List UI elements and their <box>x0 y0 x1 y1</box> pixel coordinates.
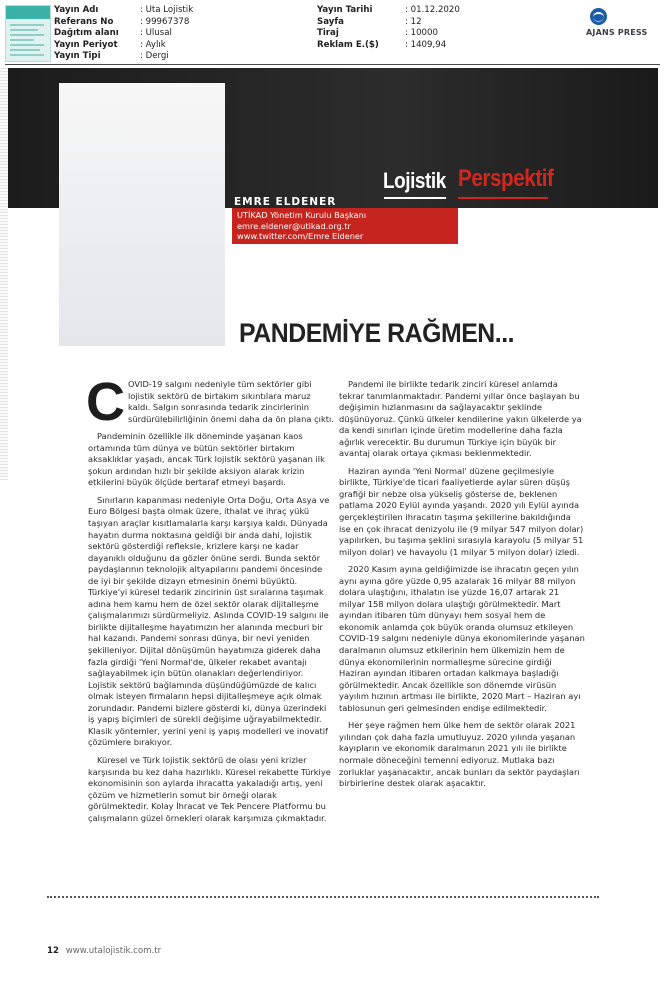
author-name: EMRE ELDENER <box>234 196 337 208</box>
author-title: UTİKAD Yönetim Kurulu Başkanı <box>237 210 367 220</box>
paragraph: Haziran ayında 'Yeni Normal' düzene geçilmesiyle birlikte, Türkiye'de ticari faaliyetlerde aylar süren düşüş grafiği bir nebze olsa yükseliş gösterse de, beklenen patlama 2020 Eylül ayında yaşandı. 2020 yılı Eylül ayında gerçekleştirilen ihracatın taşıma şekillerine bakıldığında ise en çok ihracat denizyolu ile (9 milyar 547 milyon dolar) yapılırken, bu taşıma şeklini sırasıyla karayolu (5 milyar 51 milyon dolar) ve havayolu (1 milyar 5 milyon dolar) izledi. <box>339 465 584 557</box>
meta-label: Yayın Tarihi <box>317 5 373 15</box>
author-twitter: www.twitter.com/Emre Eldener <box>237 231 364 241</box>
page-number: 12 <box>47 946 59 956</box>
meta-value: : Aylık <box>140 39 166 50</box>
article-end-divider <box>47 896 599 898</box>
meta-label: Yayın Periyot <box>54 39 118 50</box>
press-clipping-header <box>0 0 666 66</box>
paragraph: 2020 Kasım ayına geldiğimizde ise ihracatın geçen yılın aynı ayına göre yüzde 0,95 azalarak 16 milyar 88 milyon dolara ulaştığını, ithalatın ise yüzde 16,07 artarak 21 milyar 158 milyon dolara ulaştığı görülmektedir. Mart ayından itibaren tüm dünyayı hem sosyal hem de ekonomik anlamda çok büyük oranda olumsuz etkileyen COVID-19 salgını nedeniyle dünya ekonomilerinde yaşanan daralmanın olumsuz etkilerinin hem ülkemizin hem de dünya ekonomilerinin normalleşme sürecine girdiği Haziran ayından itibaren ortadan kalkmaya başladığı görülmektedir. Ancak özellikle son dönemde virüsün yayılım hızının artması ile birlikte, 2020 Mart – Haziran ayı tablosunun geri gelmesinden endişe edilmektedir. <box>339 564 585 713</box>
meta-value: : 1409,94 <box>405 39 447 50</box>
paragraph: Küresel ve Türk lojistik sektörü de olası yeni krizler karşısında bu kez daha hazırlıklı. Küresel rekabette Türkiye ekonomisinin son aylarda ihracatta yakaladığı artış, yeni çözüm ve hizmetlerin somut bir örneği olarak görülmektedir. Kolay İhracat ve Tek Pencere Platformu bu çalışmaların güzel örnekleri olarak karşımıza çıkmaktadır. <box>88 754 331 823</box>
meta-value: : 99967378 <box>140 16 190 27</box>
paragraph <box>86 372 334 432</box>
author-email: emre.eldener@utikad.org.tr <box>237 220 351 231</box>
page-thumbnail <box>5 5 51 62</box>
paragraph: Pandemi ile birlikte tedarik zinciri küresel anlamda tekrar tanımlanmaktadır. Pandemi yıllar önce başlayan bu değişimin hızlanmasını da sağlayacaktır şeklinde düşünüyoruz. Çünkü ülkeler kendilerine yakın ülkelerde ya da kendi sınırları içinde üretim modellerine daha fazla ağırlık verecektir. Bu durumun Türkiye için büyük bir avantaj olarak ortaya çıkması beklenmektedir. <box>339 379 582 459</box>
article-headline: PANDEMİYE RAĞMEN... <box>239 318 515 348</box>
paragraph: Sınırların kapanması nedeniyle Orta Doğu, Orta Asya ve Euro Bölgesi başta olmak üzere, ithalat ve ihraç yükü taşıyan araçlar kısıtlamalarla karşı karşıya kaldı. Dünyada hayatın durma noktasına geldiği bir anda dahi, lojistik sektörü gösterdiği refleksle, krizlere karşı ne kadar dayanıklı olduğunu da gözler önüne serdi. Bunda sektör paydaşlarının teknolojik altyapılarını pandemi öncesinde de iyi bir şekilde dizayn etmesinin önemi büyüktü. Türkiye'yi küresel tedarik zincirinin üst sıralarına taşımak adına hem kamu hem de özel sektör olarak dijitalleşme çalışmalarımızı sürdürmeliyiz. Aslında COVID-19 salgını ile birlikte dijitalleşme hayatımızın her alanında mecburi bir hal kazandı. Pandemi sonrası dünya, bir nevi yeniden şekilleniyor. Dijital dönüşümün hayatımıza giderek daha fazla girdiği 'Yeni Normal'de, ülkeler rekabet avantajı sağlayabilmek için bütün olanakları değerlendiriyor. Lojistik sektörü bağlamında düşündüğümüzde de kalıcı olmak isteyen firmaların hepsi dijitalleşmeye açık olmak zorundadır. Pandemi bizlere gösterdi ki, dünya üzerindeki iş yapış biçimleri de sürekli değişime uğrayabilmektedir. Klasik yöntemler, yerini yeni iş yapış modelleri ve inovatif çözümlere bırakıyor. <box>88 494 330 748</box>
meta-label: Reklam E.($) <box>317 39 379 50</box>
article-column-1 <box>86 372 334 830</box>
logo-underline-red <box>458 197 548 199</box>
logo-underline-white <box>384 197 446 199</box>
scan-edge-strip <box>0 68 8 480</box>
meta-label: Sayfa <box>317 16 344 27</box>
meta-label: Yayın Adı <box>54 5 99 15</box>
drop-cap: C <box>86 372 125 432</box>
meta-value: : Uta Lojistik <box>140 5 194 15</box>
meta-value: : Dergi <box>140 51 169 62</box>
author-photo <box>59 83 225 346</box>
paragraph: Pandeminin özellikle ilk döneminde yaşanan kaos ortamında tüm dünya ve bütün sektörler birtakım aksaklıklar yaşadı, ancak Türk lojistik sektörü yaşanan ilk şokun ardından hızlı bir şekilde aksiyon alarak krizin etkilerini büyük ölçüde bertaraf etmeyi başardı. <box>88 431 325 488</box>
logo-text: AJANS PRESS <box>586 28 648 37</box>
meta-value: : 10000 <box>405 28 438 39</box>
meta-label: Yayın Tipi <box>54 51 101 62</box>
meta-value: : 01.12.2020 <box>405 5 460 15</box>
globe-icon <box>590 8 607 25</box>
section-logo-lojistik: Lojistik <box>383 168 446 193</box>
paragraph-text: OVID-19 salgını nedeniyle tüm sektörler gibi lojistik sektörü de birtakım sıkıntılara maruz kaldı. Salgın sonrasında tedarik zincirlerinin sürdürülebilirliğinin önemi daha da ön plana çıktı. <box>128 379 334 424</box>
author-info-box <box>232 208 458 244</box>
article-column-2 <box>339 379 585 796</box>
header-meta-left <box>54 5 193 63</box>
section-logo-perspektif: Perspektif <box>458 165 554 192</box>
meta-label: Referans No <box>54 16 114 27</box>
header-divider <box>5 64 660 65</box>
meta-value: : Ulusal <box>140 28 172 39</box>
page-footer <box>47 946 161 956</box>
header-meta-right <box>317 5 460 51</box>
paragraph: Her şeye rağmen hem ülke hem de sektör olarak 2021 yılından çok daha fazla umutluyuz. 2020 yılında yaşanan kayıpların ve ekonomik daralmanın 2021 yılı ile birlikte normale döneceğini temenni ediyoruz. Mutlaka bazı zorluklar yaşanacaktır, ancak bunları da sektör paydaşları birbirlerine destek olarak aşacaktır. <box>339 720 580 789</box>
meta-label: Tiraj <box>317 28 339 39</box>
meta-value: : 12 <box>405 16 422 27</box>
meta-label: Dağıtım alanı <box>54 28 119 39</box>
magazine-url: www.utalojistik.com.tr <box>65 946 162 956</box>
